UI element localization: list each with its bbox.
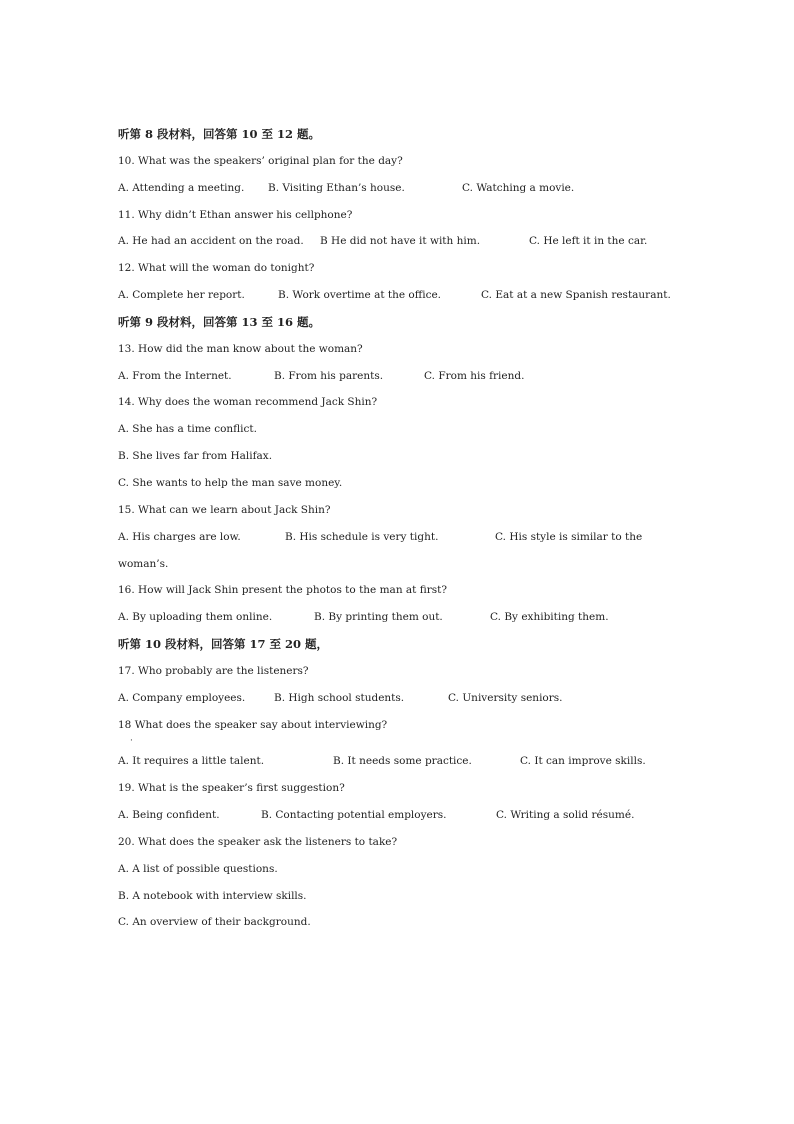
exam-page	[118, 121, 688, 936]
options-15	[118, 524, 688, 551]
options-11	[118, 228, 688, 255]
option-c: C. By exhibiting them.	[490, 611, 609, 624]
option-a: A. A list of possible questions.	[118, 862, 278, 875]
options-19	[118, 802, 688, 829]
option-b: B. Work overtime at the office.	[278, 289, 442, 302]
option-a: A. It requires a little talent.	[118, 755, 265, 768]
section-heading: 听第 8 段材料，回答第 10 至 12 题。	[118, 127, 321, 141]
question-15: 15. What can we learn about Jack Shin?	[118, 503, 331, 516]
question-20: 20. What does the speaker ask the listeners to take?	[118, 835, 398, 848]
option-b: B. A notebook with interview skills.	[118, 889, 307, 902]
option-c: C. Watching a movie.	[462, 181, 575, 194]
options-16	[118, 604, 688, 631]
option-a: A. Being confident.	[118, 809, 220, 822]
question-11: 11. Why didn’t Ethan answer his cellphone?	[118, 208, 353, 221]
option-b: B He did not have it with him.	[320, 235, 481, 248]
options-12	[118, 282, 688, 309]
option-a: A. By uploading them online.	[118, 611, 273, 624]
option-c: C. University seniors.	[448, 691, 563, 704]
question-12: 12. What will the woman do tonight?	[118, 262, 315, 275]
section-heading: 听第 9 段材料，回答第 13 至 16 题。	[118, 314, 321, 329]
option-b: B. She lives far from Halifax.	[118, 450, 273, 463]
stray-mark: ·	[130, 736, 133, 747]
option-b: B. High school students.	[274, 691, 405, 704]
option-a: A. His charges are low.	[118, 530, 241, 543]
question-16: 16. How will Jack Shin present the photos to the man at first?	[118, 584, 447, 597]
option-b: B. From his parents.	[274, 369, 384, 382]
options-18	[118, 748, 688, 775]
option-a: A. She has a time conflict.	[118, 423, 257, 436]
options-17	[118, 685, 688, 712]
option-b: B. Contacting potential employers.	[261, 809, 447, 822]
option-c: C. Writing a solid résumé.	[496, 809, 635, 822]
question-13: 13. How did the man know about the woman?	[118, 342, 363, 355]
question-17: 17. Who probably are the listeners?	[118, 664, 309, 677]
option-a: A. Attending a meeting.	[118, 181, 245, 194]
option-a: A. Complete her report.	[118, 289, 245, 302]
question-18: 18 What does the speaker say about interviewing?	[118, 718, 388, 731]
option-c: C. His style is similar to the	[495, 530, 643, 543]
section-heading: 听第 10 段材料，回答第 17 至 20 题，	[118, 637, 329, 652]
option-c: C. It can improve skills.	[520, 755, 646, 768]
option-a: A. From the Internet.	[118, 369, 232, 382]
option-a: A. He had an accident on the road.	[118, 235, 304, 248]
question-14: 14. Why does the woman recommend Jack Shin?	[118, 396, 378, 409]
options-13	[118, 363, 688, 390]
option-c: C. An overview of their background.	[118, 916, 311, 929]
option-b: B. It needs some practice.	[333, 755, 472, 768]
option-c: C. From his friend.	[424, 369, 525, 382]
option-c-continued: woman’s.	[118, 557, 169, 570]
option-a: A. Company employees.	[118, 691, 246, 704]
option-b: B. By printing them out.	[314, 611, 443, 624]
options-10	[118, 175, 688, 202]
question-19: 19. What is the speaker’s first suggestion?	[118, 782, 345, 795]
option-b: B. His schedule is very tight.	[285, 530, 439, 543]
option-c: C. Eat at a new Spanish restaurant.	[481, 289, 671, 302]
option-c: C. He left it in the car.	[529, 235, 648, 248]
option-b: B. Visiting Ethan’s house.	[268, 181, 405, 194]
question-10: 10. What was the speakers’ original plan for the day?	[118, 154, 403, 167]
option-c: C. She wants to help the man save money.	[118, 476, 343, 489]
